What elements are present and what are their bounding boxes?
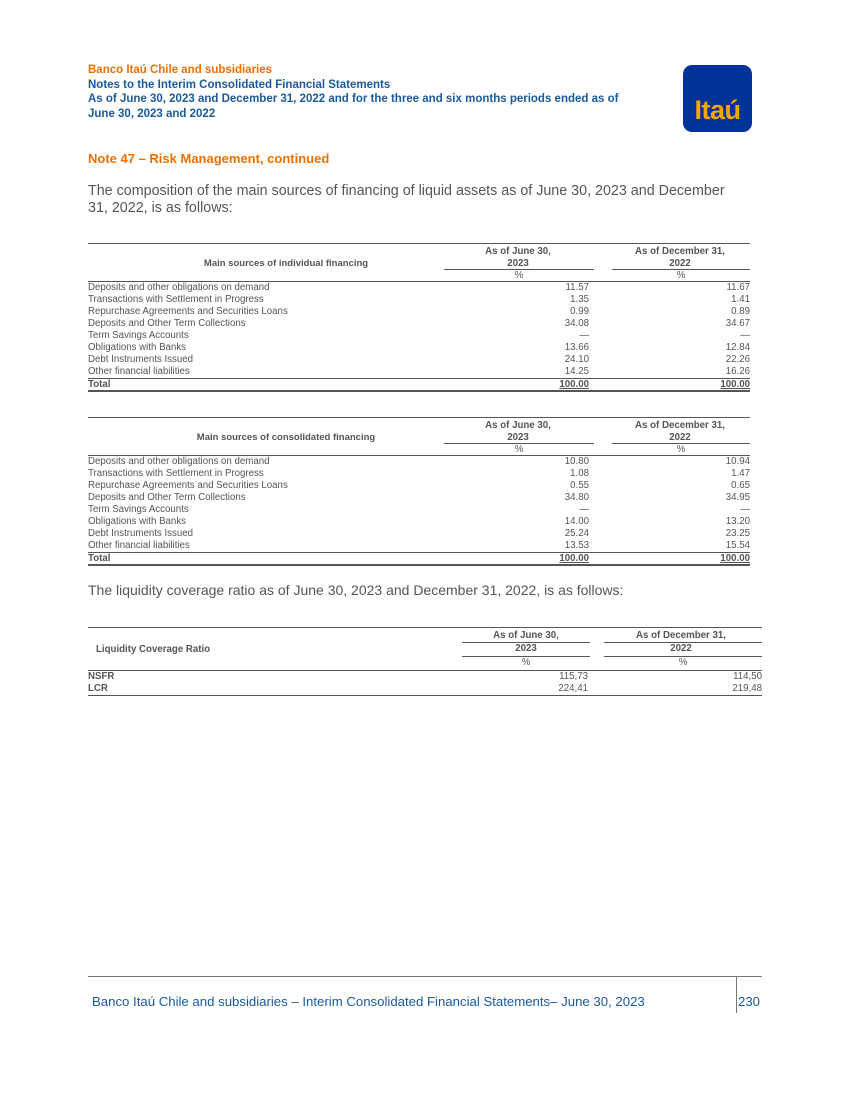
value-2022: 219,48 <box>732 682 762 694</box>
value-2022: 34.95 <box>725 492 750 503</box>
note-title: Note 47 – Risk Management, continued <box>88 151 330 166</box>
value-2022: 1.41 <box>731 294 750 305</box>
header-period-line-1: As of June 30, 2023 and December 31, 2022 and for the three and six months periods ended as of <box>88 93 619 105</box>
value-2022: 100.00 <box>720 553 750 564</box>
table-row <box>88 294 750 306</box>
row-label: Deposits and other obligations on demand <box>88 282 270 293</box>
value-2023: 25.24 <box>564 528 589 539</box>
value-2022: 34.67 <box>725 318 750 329</box>
row-label: Deposits and Other Term Collections <box>88 492 246 503</box>
value-2022: — <box>740 504 750 515</box>
value-2022: 1.47 <box>731 468 750 479</box>
table-bottom-rule <box>88 390 750 392</box>
value-2023: 1.08 <box>570 468 589 479</box>
footer-text: Banco Itaú Chile and subsidiaries – Interim Consolidated Financial Statements– June 30, 2023 <box>92 994 645 1009</box>
table-title: Main sources of individual financing <box>203 258 369 269</box>
value-2022: 23.25 <box>725 528 750 539</box>
value-2023: 100.00 <box>559 379 589 390</box>
row-label: Deposits and other obligations on demand <box>88 456 270 467</box>
value-2023: 24.10 <box>564 354 589 365</box>
table-row <box>88 282 750 294</box>
unit-label: % <box>678 657 688 668</box>
row-label: NSFR <box>88 671 115 682</box>
value-2023: 100.00 <box>559 553 589 564</box>
column-header-year: 2022 <box>670 643 692 654</box>
value-2023: 0.99 <box>570 306 589 317</box>
value-2023: 10.80 <box>564 456 589 467</box>
value-2022: 15.54 <box>725 540 750 551</box>
value-2022: 16.26 <box>725 366 750 377</box>
value-2023: 13.66 <box>564 342 589 353</box>
row-label: Total <box>88 553 111 564</box>
unit-label: % <box>521 657 531 668</box>
table-row <box>88 516 750 528</box>
unit-label: % <box>676 270 686 281</box>
value-2023: 34.80 <box>564 492 589 503</box>
company-name: Banco Itaú Chile and subsidiaries <box>88 64 273 76</box>
table-row <box>88 330 750 342</box>
row-label: Debt Instruments Issued <box>88 354 193 365</box>
value-2023: 14.00 <box>564 516 589 527</box>
unit-label: % <box>676 444 686 455</box>
column-header-year: 2022 <box>669 431 691 443</box>
column-header-december-2022 <box>605 420 755 443</box>
table-title: Main sources of consolidated financing <box>196 432 376 443</box>
row-label: Obligations with Banks <box>88 342 187 353</box>
value-2022: 0.65 <box>731 480 750 491</box>
column-header-june-2023 <box>443 420 593 443</box>
value-2023: 115,73 <box>559 671 588 682</box>
header-subtitle: Notes to the Interim Consolidated Financial Statements <box>88 78 391 91</box>
row-label: Transactions with Settlement in Progress <box>88 468 264 479</box>
table-row <box>88 671 762 683</box>
table-bottom-rule <box>88 564 750 566</box>
page-number: 230 <box>738 994 761 1009</box>
column-header-line: As of December 31, <box>636 630 726 641</box>
table-row <box>88 492 750 504</box>
column-header-line: As of June 30, <box>485 246 551 257</box>
table-row <box>88 456 750 468</box>
value-2022: 12.84 <box>725 342 750 353</box>
footer-divider <box>736 977 737 1013</box>
row-label: Repurchase Agreements and Securities Loans <box>88 480 288 491</box>
document-header <box>88 63 678 121</box>
column-header-line: As of June 30, <box>485 420 551 431</box>
column-underline <box>462 642 590 643</box>
value-2022: 13.20 <box>725 516 750 527</box>
column-header-year: 2023 <box>507 431 529 443</box>
row-label: Obligations with Banks <box>88 516 187 527</box>
unit-label: % <box>514 270 524 281</box>
row-label: Other financial liabilities <box>88 540 190 551</box>
unit-label: % <box>514 444 524 455</box>
row-label: Repurchase Agreements and Securities Loans <box>88 306 288 317</box>
table-row <box>88 354 750 366</box>
row-label: Deposits and Other Term Collections <box>88 318 246 329</box>
column-header-december-2022 <box>605 246 755 269</box>
column-header-line: As of December 31, <box>635 246 725 257</box>
row-label: Debt Instruments Issued <box>88 528 193 539</box>
header-period-line-2: June 30, 2023 and 2022 <box>88 107 216 120</box>
lcr-intro-paragraph: The liquidity coverage ratio as of June 30, 2023 and December 31, 2022, is as follows: <box>88 582 624 598</box>
value-2022: 100.00 <box>720 379 750 390</box>
table-bottom-rule <box>88 695 762 696</box>
column-header-line: As of June 30, <box>493 630 559 641</box>
value-2022: 0.89 <box>731 306 750 317</box>
value-2022: 10.94 <box>725 456 750 467</box>
table-row <box>88 366 750 378</box>
logo-text: Itaú <box>694 95 741 125</box>
column-header-year: 2023 <box>507 257 529 269</box>
table-row <box>88 683 762 695</box>
value-2022: 114,50 <box>733 671 762 682</box>
table-row <box>88 540 750 552</box>
table-row <box>88 306 750 318</box>
value-2022: 22.26 <box>725 354 750 365</box>
value-2023: 13.53 <box>564 540 589 551</box>
table-top-rule <box>88 417 750 418</box>
value-2022: 11.67 <box>726 282 750 293</box>
table-row <box>88 480 750 492</box>
value-2023: 224,41 <box>558 682 588 694</box>
value-2023: 0.55 <box>570 480 589 491</box>
individual-financing-table <box>88 243 750 393</box>
footer-rule <box>88 976 762 977</box>
consolidated-financing-table <box>88 417 750 567</box>
value-2023: 14.25 <box>564 366 589 377</box>
value-2023: 1.35 <box>570 294 589 305</box>
column-header-line: As of December 31, <box>635 420 725 431</box>
table-title: Liquidity Coverage Ratio <box>96 644 211 655</box>
itau-logo <box>683 65 752 132</box>
row-label: Term Savings Accounts <box>88 330 189 341</box>
value-2022: — <box>740 330 750 341</box>
table-top-rule <box>88 627 762 628</box>
row-label: Other financial liabilities <box>88 366 190 377</box>
intro-paragraph: The composition of the main sources of financing of liquid assets as of June 30, 2023 and December 31, 2022, is as follows: <box>88 183 725 216</box>
row-label: LCR <box>88 682 108 694</box>
table-body <box>88 456 750 565</box>
column-underline <box>604 642 762 643</box>
table-top-rule <box>88 243 750 244</box>
column-header-june-2023 <box>443 246 593 269</box>
table-row <box>88 504 750 516</box>
table-row <box>88 342 750 354</box>
row-label: Term Savings Accounts <box>88 504 189 515</box>
liquidity-coverage-table <box>88 627 762 699</box>
row-label: Total <box>88 379 111 390</box>
table-row <box>88 468 750 480</box>
row-label: Transactions with Settlement in Progress <box>88 294 264 305</box>
column-header-year: 2023 <box>515 643 537 654</box>
value-2023: — <box>579 330 589 341</box>
table-row <box>88 528 750 540</box>
value-2023: 11.57 <box>565 282 589 293</box>
table-row <box>88 318 750 330</box>
table-body <box>88 671 762 694</box>
table-body <box>88 282 750 391</box>
value-2023: 34.08 <box>564 318 589 329</box>
column-header-year: 2022 <box>669 257 691 269</box>
value-2023: — <box>579 504 589 515</box>
